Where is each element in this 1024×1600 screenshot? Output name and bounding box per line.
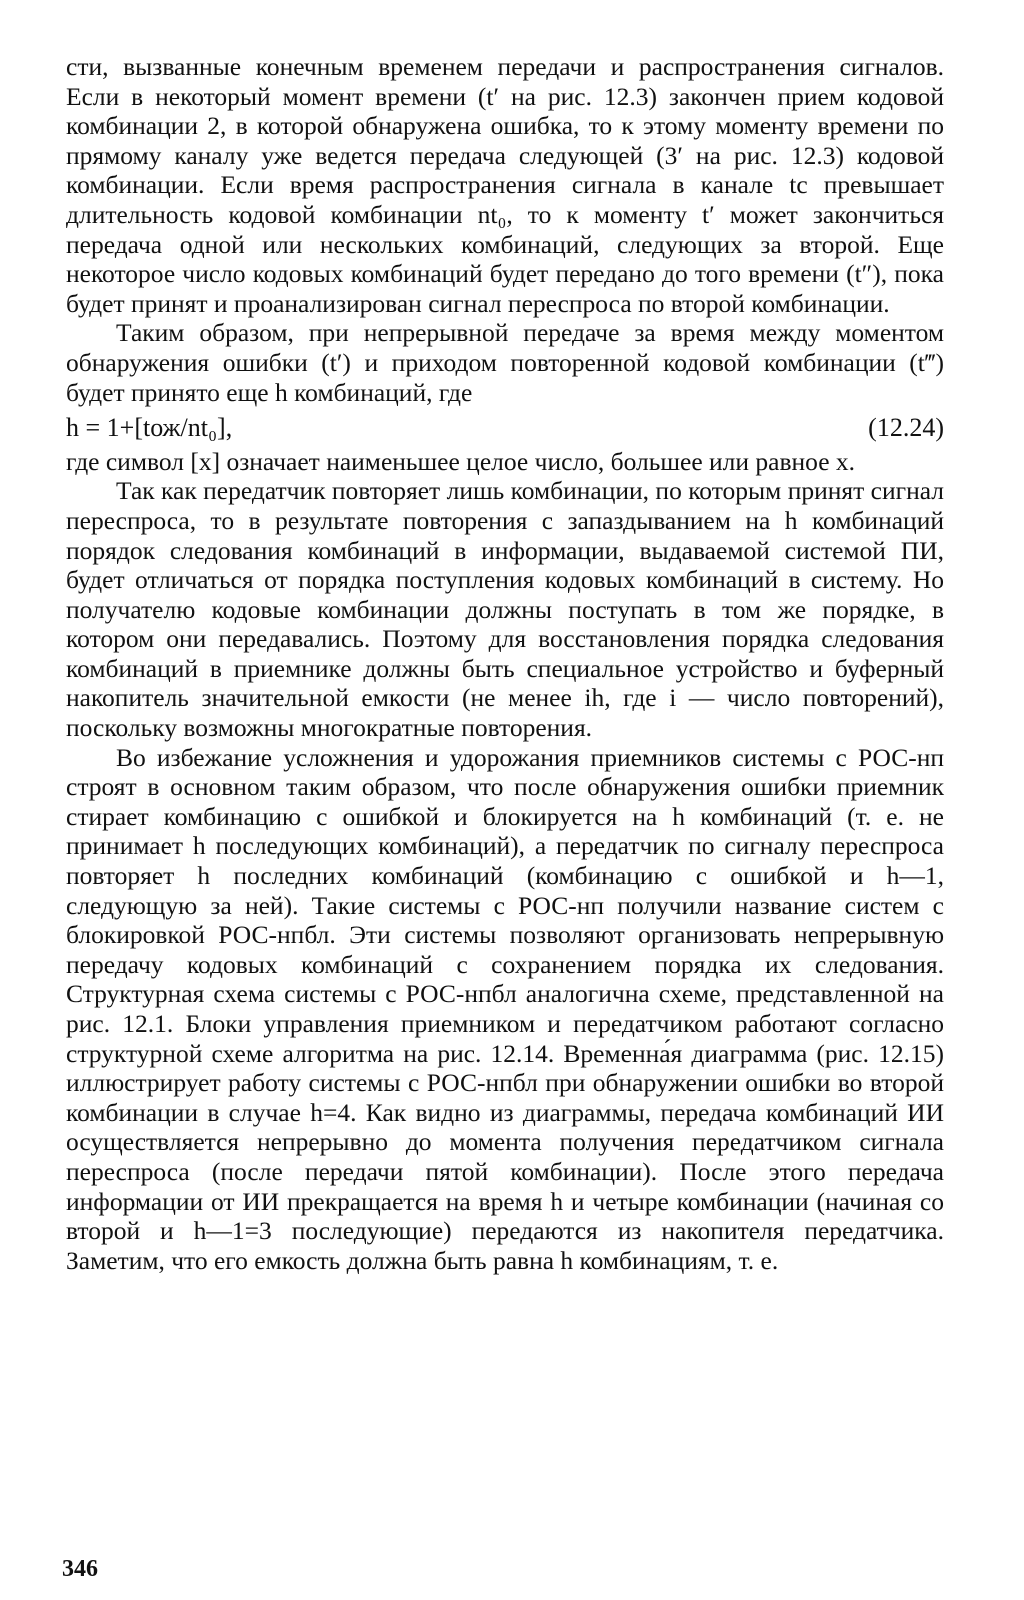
formula-12-24 xyxy=(66,413,944,443)
page-number: 346 xyxy=(62,1556,98,1582)
formula-expression: h = 1+[tож/nt₀], xyxy=(66,413,233,443)
body-text xyxy=(66,52,944,1275)
paragraph-2: Таким образом, при непрерывной передаче за время между моментом обнаружения ошибки (t′) и приходом повторенной кодовой комбинации (t‴) будет принято еще h комбинаций, где xyxy=(66,318,944,407)
formula-number: (12.24) xyxy=(868,413,944,443)
paragraph-5: Во избежание усложнения и удорожания приемников системы с РОС-нп строят в основном таким образом, что после обнаружения ошибки приемник стирает комбинацию с ошибкой и блокируется на h комбинаций (т. е. не принимает h последующих комбинаций), а передатчик по сигналу переспроса повторяет h последних комбинаций (комбинацию с ошибкой и h—1, следующую за ней). Такие системы с РОС-нп получили название систем с блокировкой РОС-нпбл. Эти системы позволяют организовать непрерывную передачу кодовых комбинаций с сохранением порядка их следования. Структурная схема системы с РОС-нпбл аналогична схеме, представленной на рис. 12.1. Блоки управления приемником и передатчиком работают согласно структурной схеме алгоритма на рис. 12.14. Временна́я диаграмма (рис. 12.15) иллюстрирует работу системы с РОС-нпбл при обнаружении ошибки во второй комбинации в случае h=4. Как видно из диаграммы, передача комбинаций ИИ осуществляется непрерывно до момента получения передатчиком сигнала переспроса (после передачи пятой комбинации). После этого передача информации от ИИ прекращается на время h и четыре комбинации (начиная со второй и h—1=3 последующие) передаются из накопителя передатчика. Заметим, что его емкость должна быть равна h комбинациям, т. е. xyxy=(66,742,944,1275)
paragraph-3: где символ [x] означает наименьшее целое число, большее или равное x. xyxy=(66,446,856,476)
paragraph-1: сти, вызванные конечным временем передачи и распространения сигналов. Если в некоторый момент времени (t′ на рис. 12.3) закончен прием кодовой комбинации 2, в которой обнаружена ошибка, то к этому моменту времени по прямому каналу уже ведется передача следующей (3′ на рис. 12.3) кодовой комбинации. Если время распространения сигнала в канале tc превышает длительность кодовой комбинации nt₀, то к моменту t′ может закончиться передача одной или нескольких комбинаций, следующих за второй. Еще некоторое число кодовых комбинаций будет передано до того времени (t″), пока будет принят и проанализирован сигнал переспроса по второй комбинации. xyxy=(66,52,944,318)
paragraph-4: Так как передатчик повторяет лишь комбинации, по которым принят сигнал переспроса, то в результате повторения с запаздыванием на h комбинаций порядок следования комбинаций в информации, выдаваемой системой ПИ, будет отличаться от порядка поступления кодовых комбинаций в систему. Но получателю кодовые комбинации должны поступать в том же порядке, в котором они передавались. Поэтому для восстановления порядка следования комбинаций в приемнике должны быть специальное устройство и буферный накопитель значительной емкости (не менее ih, где i — число повторений), поскольку возможны многократные повторения. xyxy=(66,476,944,743)
